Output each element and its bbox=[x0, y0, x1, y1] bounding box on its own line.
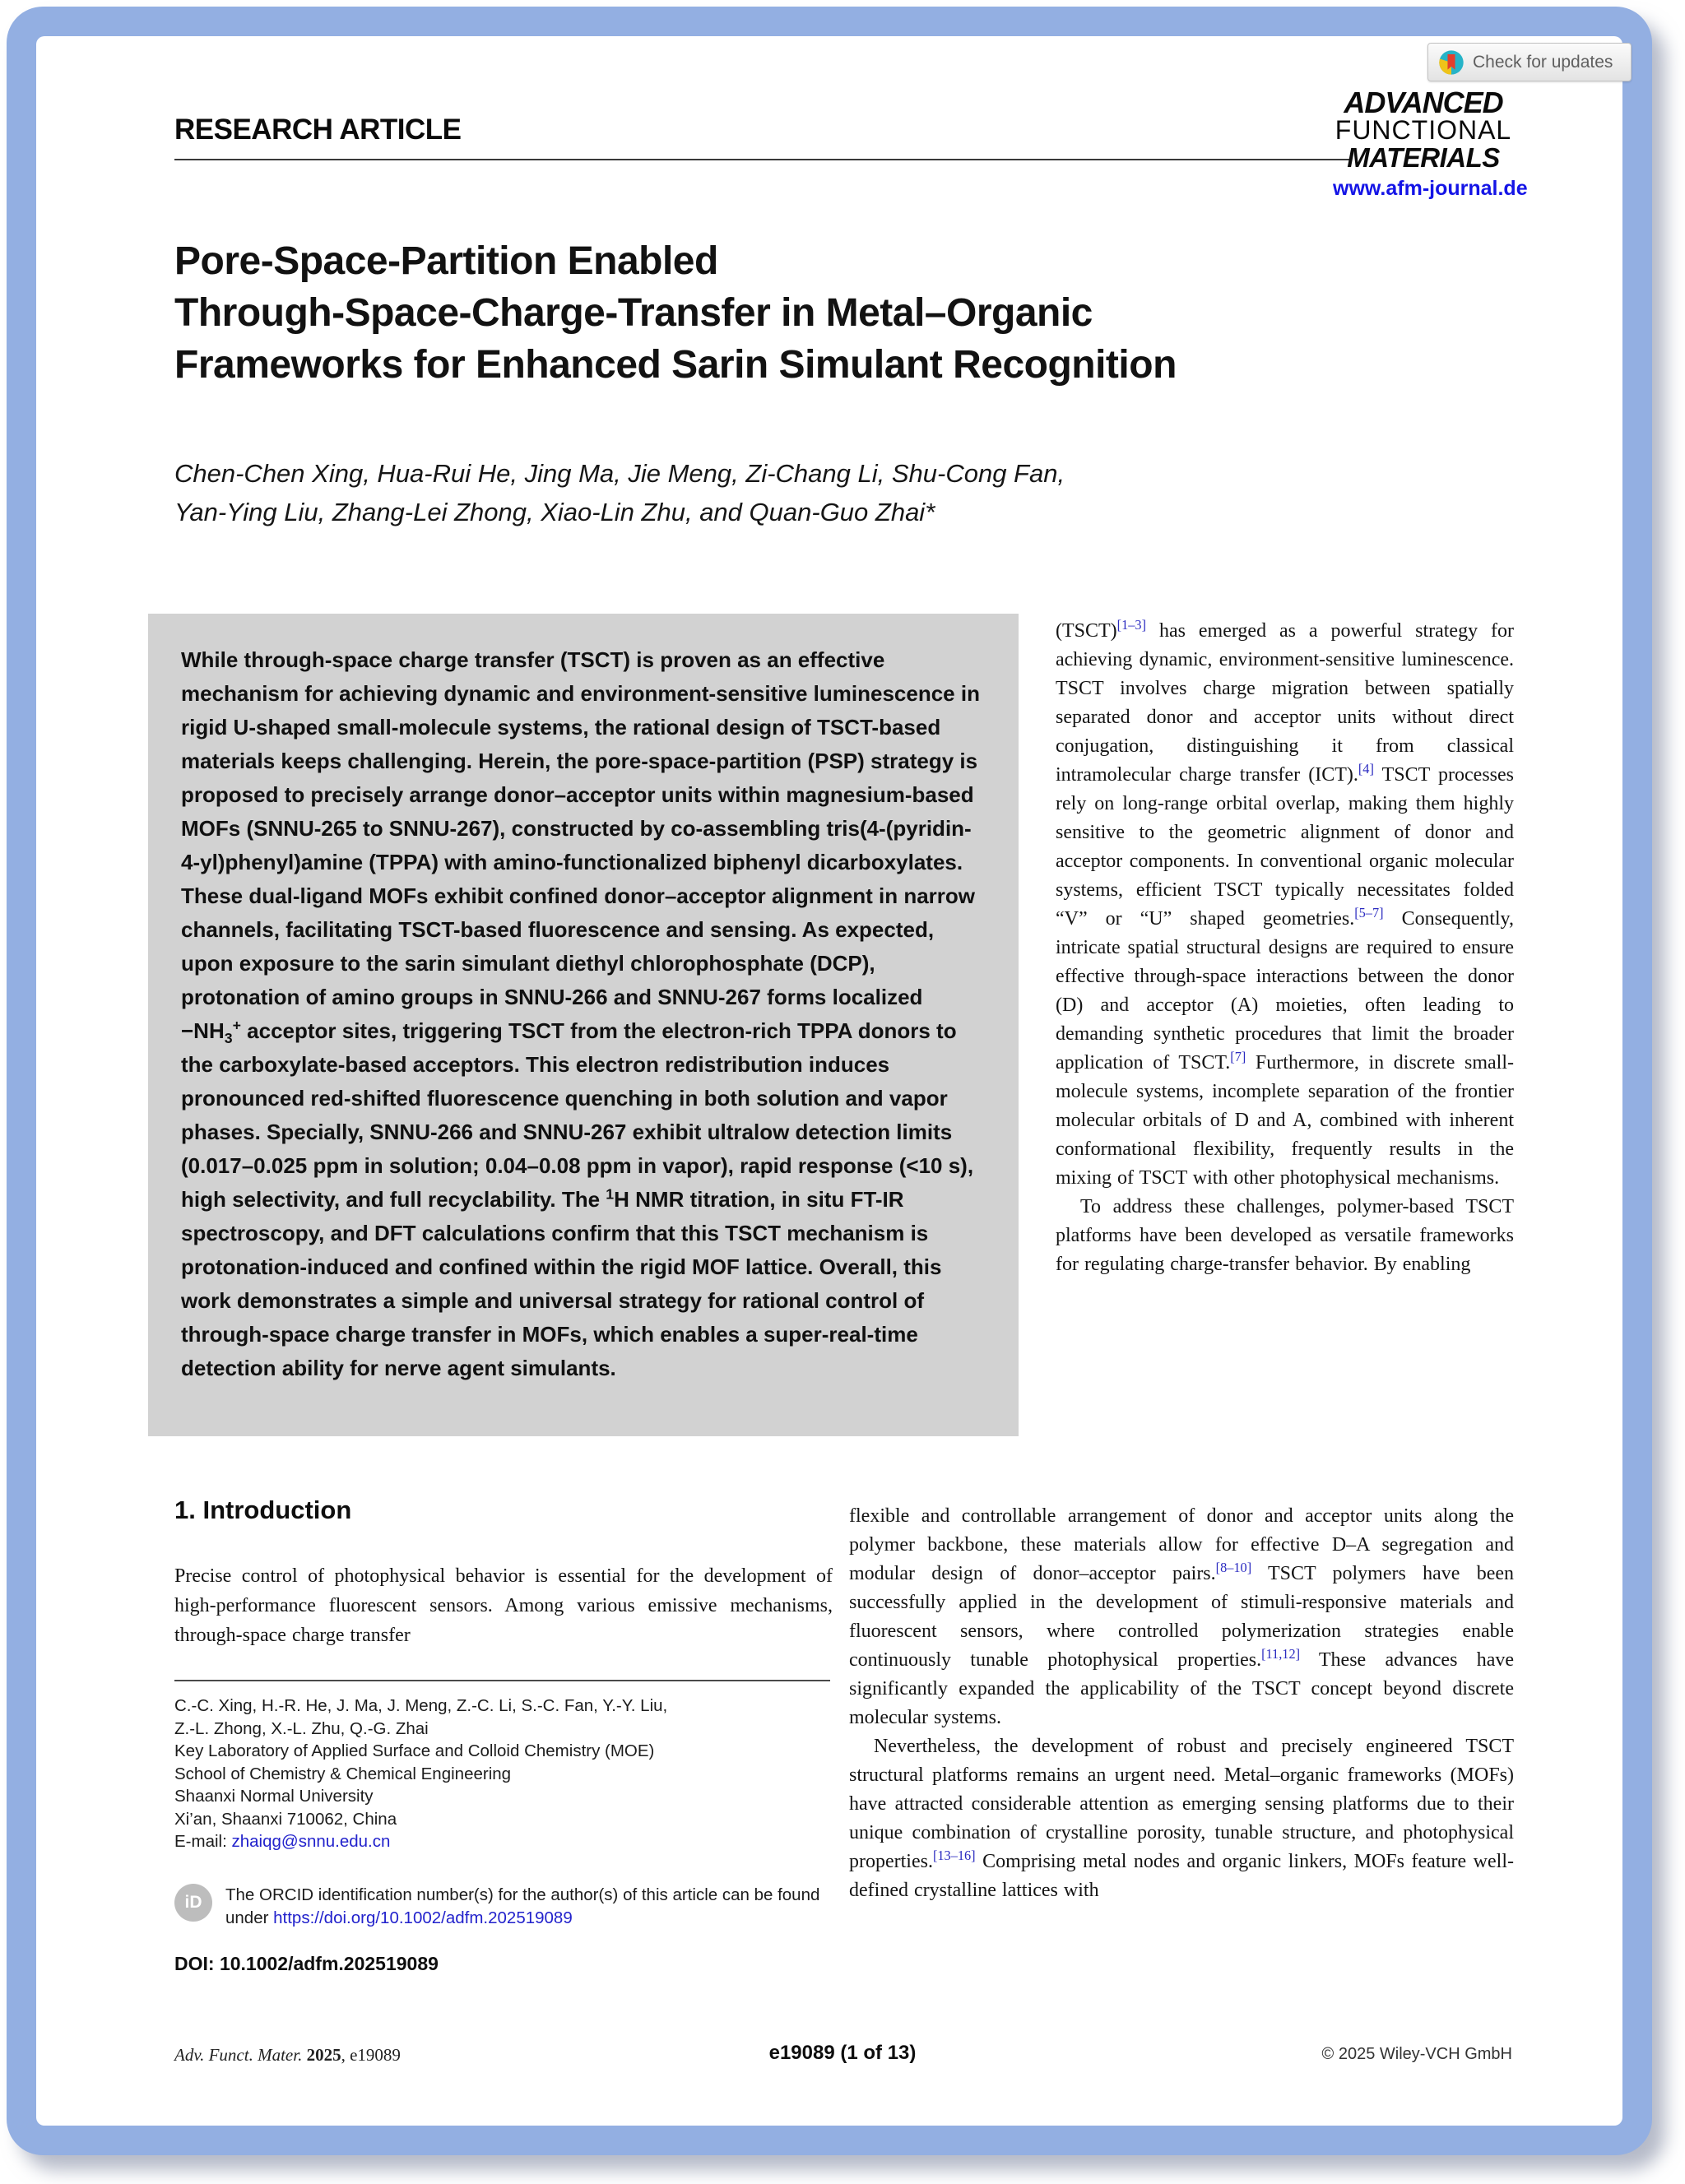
crossmark-icon bbox=[1438, 49, 1465, 76]
logo-line-functional: FUNCTIONAL bbox=[1335, 115, 1512, 145]
abstract-text: While through-space charge transfer (TSCT) is proven as an effective mechanism for achieving dynamic and environment-sensitive luminescence in rigid U-shaped small-molecule systems, the rational design of TSCT-based materials keeps challenging. Herein, the pore-space-partition (PSP) strategy is proposed to precisely arrange donor–acceptor units within magnesium-based MOFs (SNNU-265 to SNNU-267), constructed by co-assembling tris(4-(pyridin-4-yl)phenyl)amine (TPPA) with amino-functionalized biphenyl dicarboxylates. These dual-ligand MOFs exhibit confined donor–acceptor alignment in narrow channels, facilitating TSCT-based fluorescence and sensing. As expected, upon exposure to the sarin simulant diethyl chlorophosphate (DCP), protonation of amino groups in SNNU-266 and SNNU-267 forms localized $-NH_3^+$ acceptor sites, triggering TSCT from the electron-rich TPPA donors to the carboxylate-based acceptors. This electron redistribution induces pronounced red-shifted fluorescence quenching in both solution and vapor phases. Specially, SNNU-266 and SNNU-267 exhibit ultralow detection limits (0.017–0.025 ppm in solution; 0.04–0.08 ppm in vapor), rapid response (<10 s), high selectivity, and full recyclability. The $^1$H NMR titration, in situ FT-IR spectroscopy, and DFT calculations confirm that this TSCT mechanism is protonation-induced and confined within the rigid MOF lattice. Overall, this work demonstrates a simple and universal strategy for rational control of through-space charge transfer in MOFs, which enables a super-real-time detection ability for nerve agent simulants. bbox=[181, 647, 980, 1380]
abstract-box bbox=[148, 614, 1019, 1436]
logo-line-materials: MATERIALS bbox=[1347, 142, 1500, 173]
journal-logo bbox=[1333, 86, 1528, 201]
title-line-3: Frameworks for Enhanced Sarin Simulant Recognition bbox=[174, 343, 1177, 387]
affiliation-authors-line-1: C.-C. Xing, H.-R. He, J. Ma, J. Meng, Z.-C. Li, S.-C. Fan, Y.-Y. Liu, bbox=[174, 1696, 668, 1715]
title-line-2: Through-Space-Charge-Transfer in Metal–Organic bbox=[174, 291, 1093, 335]
intro-paragraph-3: Nevertheless, the development of robust and precisely engineered TSCT structural platforms remains an urgent need. Metal–organic frameworks (MOFs) have attracted considerable attention as emerging sensing platforms due to their unique combination of crystalline porosity, tunable structure, and photophysical properties.[13–16] Comprising metal nodes and organic linkers, MOFs feature well-defined crystalline lattices with bbox=[849, 1736, 1514, 1901]
introduction-paragraph: Precise control of photophysical behavior is essential for the development of high-performance fluorescent sensors. Among various emissive mechanisms, through-space charge transfer bbox=[174, 1565, 833, 1646]
doi-line: DOI: 10.1002/adfm.202519089 bbox=[174, 1953, 439, 1974]
intro-paragraph-2-continued: flexible and controllable arrangement of donor and acceptor units along the polymer backbone, these materials allow for effective D–A segregation and modular design of donor–acceptor pairs.[8–10] TSCT polymers have been successfully applied in the development of stimuli-responsive materials and fluorescent sensors, where controlled polymerization strategies enable continuously tunable photophysical properties.[11,12] These advances have significantly expanded the applicability of the TSCT concept beyond discrete molecular systems. bbox=[849, 1505, 1515, 1728]
header-rule bbox=[174, 159, 1349, 160]
intro-paragraph-continued: (TSCT)[1–3] has emerged as a powerful strategy for achieving dynamic, environment-sensitive luminescence. TSCT involves charge migration between spatially separated donor and acceptor units without direct conjugation, distinguishing it from classical intramolecular charge transfer (ICT).[4] TSCT processes rely on long-range orbital overlap, making them highly sensitive to the geometric alignment of donor and acceptor components. In conventional organic molecular systems, efficient TSCT typically necessitates folded “V” or “U” shaped geometries.[5–7] Consequently, intricate spatial structural designs are required to ensure effective through-space interactions between the donor (D) and acceptor (A) moieties, often leading to demanding synthetic procedures that limit the broader application of TSCT.[7] Furthermore, in discrete small-molecule systems, incomplete separation of the frontier molecular orbitals of D and A, combined with inherent conformational flexibility, frequently results in the mixing of TSCT with other photophysical mechanisms. bbox=[1056, 617, 1515, 1189]
affiliation-city: Xi’an, Shaanxi 710062, China bbox=[174, 1809, 397, 1829]
introduction-heading: 1. Introduction bbox=[174, 1495, 352, 1524]
article-title bbox=[174, 235, 1458, 391]
authors-line-1: Chen-Chen Xing, Hua-Rui He, Jing Ma, Jie Meng, Zi-Chang Li, Shu-Cong Fan, bbox=[174, 459, 1065, 488]
intro-column-wide bbox=[849, 1502, 1514, 1905]
affiliation-university: Shaanxi Normal University bbox=[174, 1787, 374, 1806]
author-list bbox=[174, 454, 1458, 531]
email-line[interactable]: E-mail: zhaiqg@snnu.edu.cn bbox=[174, 1832, 391, 1851]
footer-copyright: © 2025 Wiley-VCH GmbH bbox=[1321, 2045, 1512, 2063]
title-line-1: Pore-Space-Partition Enabled bbox=[174, 239, 718, 283]
footer-citation: Adv. Funct. Mater. 2025, e19089 bbox=[174, 2045, 401, 2065]
affiliation-block bbox=[174, 1695, 849, 1853]
check-for-updates-button[interactable] bbox=[1427, 43, 1632, 81]
affiliation-lab: Key Laboratory of Applied Surface and Colloid Chemistry (MOE) bbox=[174, 1741, 655, 1760]
orcid-text[interactable]: The ORCID identification number(s) for the author(s) of this article can be found under https://doi.org/10.1002/adfm.202519089 bbox=[225, 1885, 820, 1927]
orcid-icon: iD bbox=[174, 1884, 212, 1922]
journal-url-link[interactable]: www.afm-journal.de bbox=[1333, 177, 1528, 200]
logo-line-advanced: ADVANCED bbox=[1344, 86, 1503, 119]
affiliation-school: School of Chemistry & Chemical Engineering bbox=[174, 1764, 512, 1783]
affiliation-authors-line-2: Z.-L. Zhong, X.-L. Zhu, Q.-G. Zhai bbox=[174, 1718, 429, 1738]
check-for-updates-label: Check for updates bbox=[1473, 52, 1613, 72]
footnote-rule bbox=[174, 1680, 830, 1681]
intro-paragraph-2: To address these challenges, polymer-based TSCT platforms have been developed as versatile frameworks for regulating charge-transfer behavior. By enabling bbox=[1056, 1196, 1514, 1275]
section-label: RESEARCH ARTICLE bbox=[174, 114, 462, 146]
footer-page-number: e19089 (1 of 13) bbox=[768, 2042, 917, 2064]
intro-column-narrow bbox=[1056, 617, 1514, 1279]
orcid-note bbox=[174, 1884, 833, 1929]
authors-line-2: Yan-Ying Liu, Zhang-Lei Zhong, Xiao-Lin Zhu, and Quan-Guo Zhai* bbox=[174, 498, 935, 526]
